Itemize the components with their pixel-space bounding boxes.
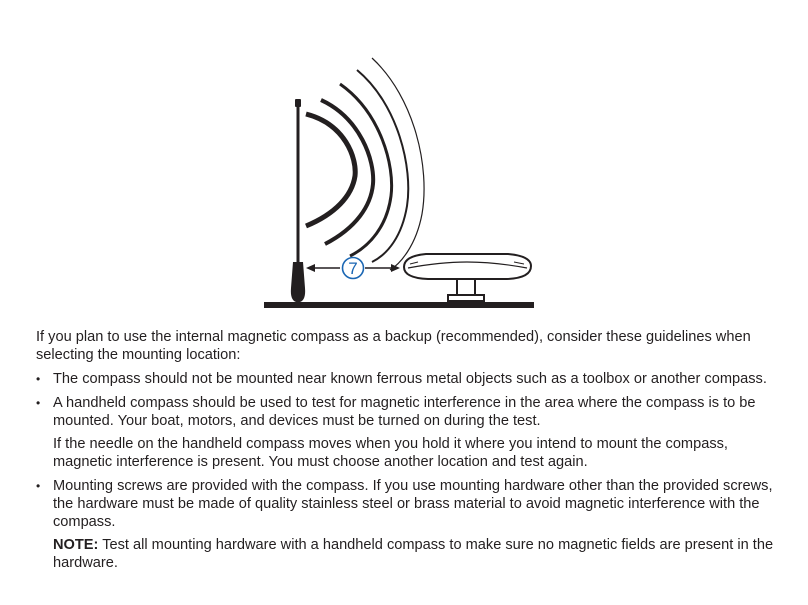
- guidelines-text: [36, 328, 776, 578]
- callout-number: 7: [348, 259, 358, 278]
- interference-waves-icon: [306, 58, 424, 270]
- mounting-surface: [264, 302, 534, 308]
- antenna-base: [291, 262, 305, 302]
- guidelines-list: [36, 370, 776, 572]
- list-item: [36, 394, 776, 471]
- bullet-extra-paragraph: If the needle on the handheld compass moves when you hold it where you intend to mount the compass, magnetic interference is present. You must choose another location and test again.: [53, 436, 728, 470]
- compass-foot: [448, 295, 484, 301]
- bullet-marker: •: [36, 396, 41, 410]
- compass-dome: [404, 254, 531, 279]
- intro-paragraph: If you plan to use the internal magnetic compass as a backup (recommended), consider these guidelines when selecting the mounting location:: [36, 329, 751, 363]
- bullet-text: The compass should not be mounted near known ferrous metal objects such as a toolbox or another compass.: [53, 371, 767, 387]
- wave-4: [357, 70, 408, 262]
- bullet-text: A handheld compass should be used to test for magnetic interference in the area where the compass is to be mounted. Your boat, motors, and devices must be turned on during the test.: [53, 395, 756, 429]
- list-item: [36, 477, 776, 572]
- wave-5: [372, 58, 424, 270]
- note-paragraph: [53, 536, 776, 572]
- note-label: NOTE:: [53, 537, 99, 553]
- compass-device: [404, 254, 531, 301]
- bullet-marker: •: [36, 479, 41, 493]
- bullet-text: Mounting screws are provided with the compass. If you use mounting hardware other than the provided screws, the hardware must be made of quality stainless steel or brass material to avoid magnetic interference with the compass.: [53, 478, 773, 530]
- list-item: [36, 370, 776, 388]
- wave-1: [306, 114, 355, 226]
- compass-stem: [457, 279, 475, 296]
- bullet-marker: •: [36, 372, 41, 386]
- antenna-whip: [297, 105, 300, 265]
- antenna-tip: [295, 99, 301, 107]
- note-text: Test all mounting hardware with a handheld compass to make sure no magnetic fields are present in the hardware.: [53, 537, 774, 571]
